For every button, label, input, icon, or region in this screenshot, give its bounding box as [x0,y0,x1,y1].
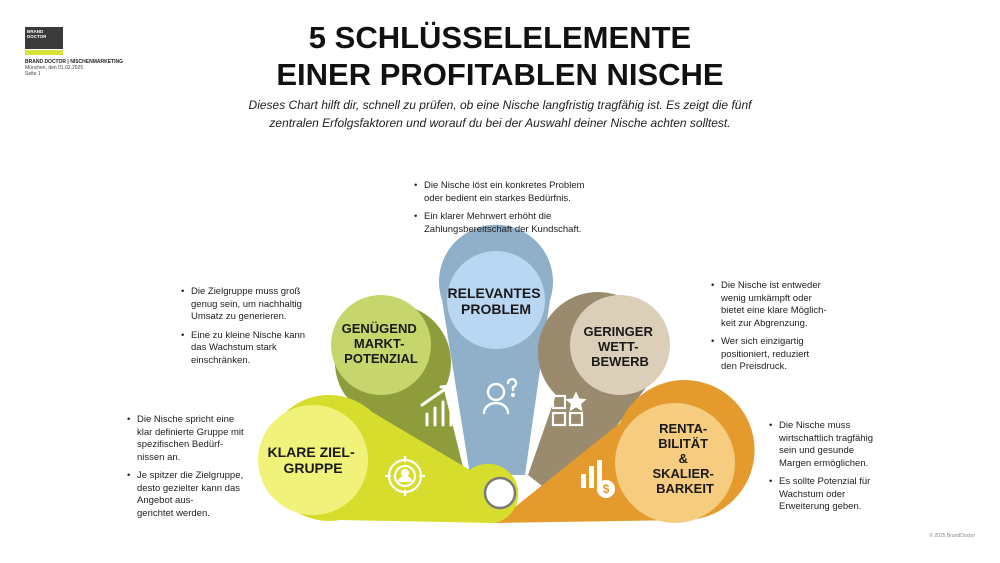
page-title-line2: EINER PROFITABLEN NISCHE [276,57,724,92]
note-wettbewerb-2: • Wer sich einzigartig positioniert, reduziert den Preisdruck. [709,336,827,374]
brand-header-line: BRAND DOCTOR | NISCHENMARKETING [25,59,123,65]
label-problem-line: RELEVANTES [447,285,541,301]
notes-marktpotenzial [179,286,305,373]
label-marktpotenzial-line: MARKT- [353,336,405,351]
note-marktpotenzial-2: • Eine zu kleine Nische kann das Wachstum stark einschränken. [179,330,305,368]
label-zielgruppe-line: KLARE ZIEL- [267,444,355,460]
note-rentabilitaet-2: • Es sollte Potenzial für Wachstum oder Erweiterung geben. [767,476,873,514]
label-rentabilitaet-line: BILITÄT [658,436,709,451]
notes-rentabilitaet [767,420,873,520]
note-problem-2: • Ein klarer Mehrwert erhöht die Zahlungsbereitschaft der Kundschaft. [412,211,585,236]
note-wettbewerb-1: • Die Nische ist entweder wenig umkämpft oder bietet eine klare Möglich- keit zur Abgrenzung. [709,280,827,330]
notes-wettbewerb [709,280,827,380]
label-wettbewerb-line: GERINGER [583,324,653,339]
label-wettbewerb-line: WETT- [597,339,639,354]
label-wettbewerb-line: BEWERB [591,354,649,369]
brand-page-line: Seite 1 [25,71,41,77]
svg-text:$: $ [602,482,610,496]
note-problem-1: • Die Nische löst ein konkretes Problem oder bedient ein starkes Bedürfnis. [412,180,585,205]
subtitle-line1: Dieses Chart hilft dir, schnell zu prüfen, ob eine Nische langfristig tragfähig ist. Es zeigt die fünf [248,98,752,112]
note-zielgruppe-2: • Je spitzer die Zielgruppe, desto gezielter kann das Angebot aus- gerichtet werden. [125,470,244,520]
notes-zielgruppe [125,414,244,526]
label-rentabilitaet-line: SKALIER- [652,466,714,481]
note-zielgruppe-1: • Die Nische spricht eine klar definierte Gruppe mit spezifischen Bedürf- nissen an. [125,414,244,464]
hub-ring [485,478,515,508]
subtitle-line2: zentralen Erfolgsfaktoren und worauf du bei der Auswahl deiner Nische achten solltest. [269,116,731,130]
label-problem [448,285,545,317]
label-rentabilitaet-line: & [678,451,688,466]
label-problem-line: PROBLEM [461,301,531,317]
label-marktpotenzial-line: POTENZIAL [344,351,418,366]
footer-copyright: © 2025 BrandDoctor [929,533,975,539]
label-marktpotenzial-line: GENÜGEND [341,321,417,336]
label-rentabilitaet-line: BARKEIT [656,481,714,496]
label-rentabilitaet-line: RENTA- [659,421,708,436]
label-zielgruppe-line: GRUPPE [283,460,343,476]
note-rentabilitaet-1: • Die Nische muss wirtschaftlich tragfähig sein und gesunde Margen ermöglichen. [767,420,873,470]
logo-text-doctor: DOCTOR [27,34,47,39]
notes-problem [412,180,585,242]
brand-date-line: München, den 01.02.2025 [25,65,84,71]
logo-text-brand: BRAND [27,29,44,34]
note-marktpotenzial-1: • Die Zielgruppe muss groß genug sein, um nachhaltig Umsatz zu generieren. [179,286,305,324]
page-title-line1: 5 SCHLÜSSELELEMENTE [308,20,692,55]
